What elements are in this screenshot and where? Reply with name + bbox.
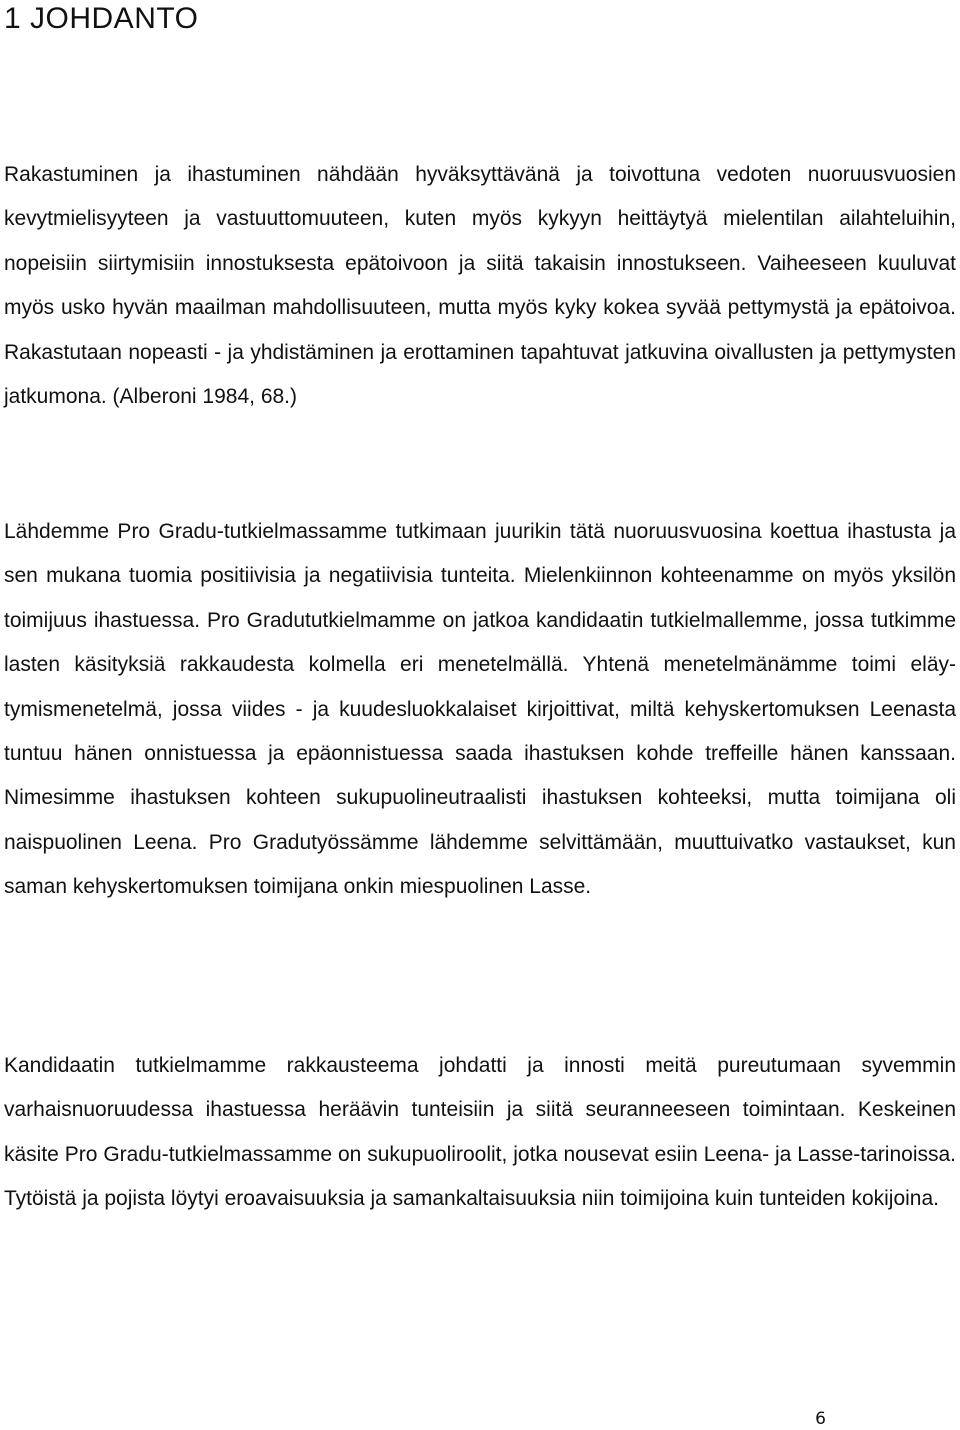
chapter-heading: 1 JOHDANTO <box>4 2 199 35</box>
page-number: 6 <box>815 1409 826 1429</box>
paragraph-3: Kandidaatin tutkielmamme rakkausteema johdatti ja innosti meitä pureutumaan syvemmin varhaisnuoruudessa ihastuessa heräävin tunteisiin ja siitä seuranneeseen toimintaan. Keskeinen käsite Pro Gradu-tutkielmassamme on sukupuoliroolit, jotka nousevat esiin Leena- ja Lasse-tarinoissa. Tytöistä ja pojista löytyi eroavaisuuksia ja samankaltaisuuksia niin toimijoina kuin tunteiden kokijoina. <box>4 1054 956 1211</box>
paragraph-2: Lähdemme Pro Gradu-tutkielmassamme tutkimaan juurikin tätä nuoruusvuosina koettua ihastusta ja sen mukana tuomia positiivisia ja negatiivisia tunteita. Mielenkiinnon kohteenamme on myös yksilön toimijuus ihastuessa. Pro Gradututkielmamme on jatkoa kandidaatin tutkielmallemme, jossa tutkimme lasten käsityksiä rakkaudesta kolmella eri menetelmällä. Yhtenä menetelmänämme toimi eläytymismenetelmä, jossa viides - ja kuudesluokkalaiset kirjoittivat, miltä kehyskertomuksen Leenasta tuntuu hänen onnistuessa ja epäonnistuessa saada ihastuksen kohde treffeille hänen kanssaan. Nimesimme ihastuksen kohteen sukupuolineutraalisti ihastuksen kohteeksi, mutta toimijana oli naispuolinen Leena. Pro Gradutyössämme lähdemme selvittämään, muuttuivatko vastaukset, kun saman kehyskertomuksen toimijana onkin miespuolinen Lasse. <box>4 520 956 899</box>
paragraph-1: Rakastuminen ja ihastuminen nähdään hyväksyttävänä ja toivottuna vedoten nuoruusvuosien kevytmielisyyteen ja vastuuttomuuteen, kuten myös kykyyn heittäytyä mielentilan ailahteluihin, nopeisiin siirtymisiin innostuksesta epätoivoon ja siitä takaisin innostukseen. Vaiheeseen kuuluvat myös usko hyvän maailman mahdollisuuteen, mutta myös kyky kokea syvää pettymystä ja epätoivoa. Rakastutaan nopeasti - ja yhdistäminen ja erottaminen tapahtuvat jatkuvina oivallusten ja pettymysten jatkumona. (Alberoni 1984, 68.) <box>4 163 956 409</box>
